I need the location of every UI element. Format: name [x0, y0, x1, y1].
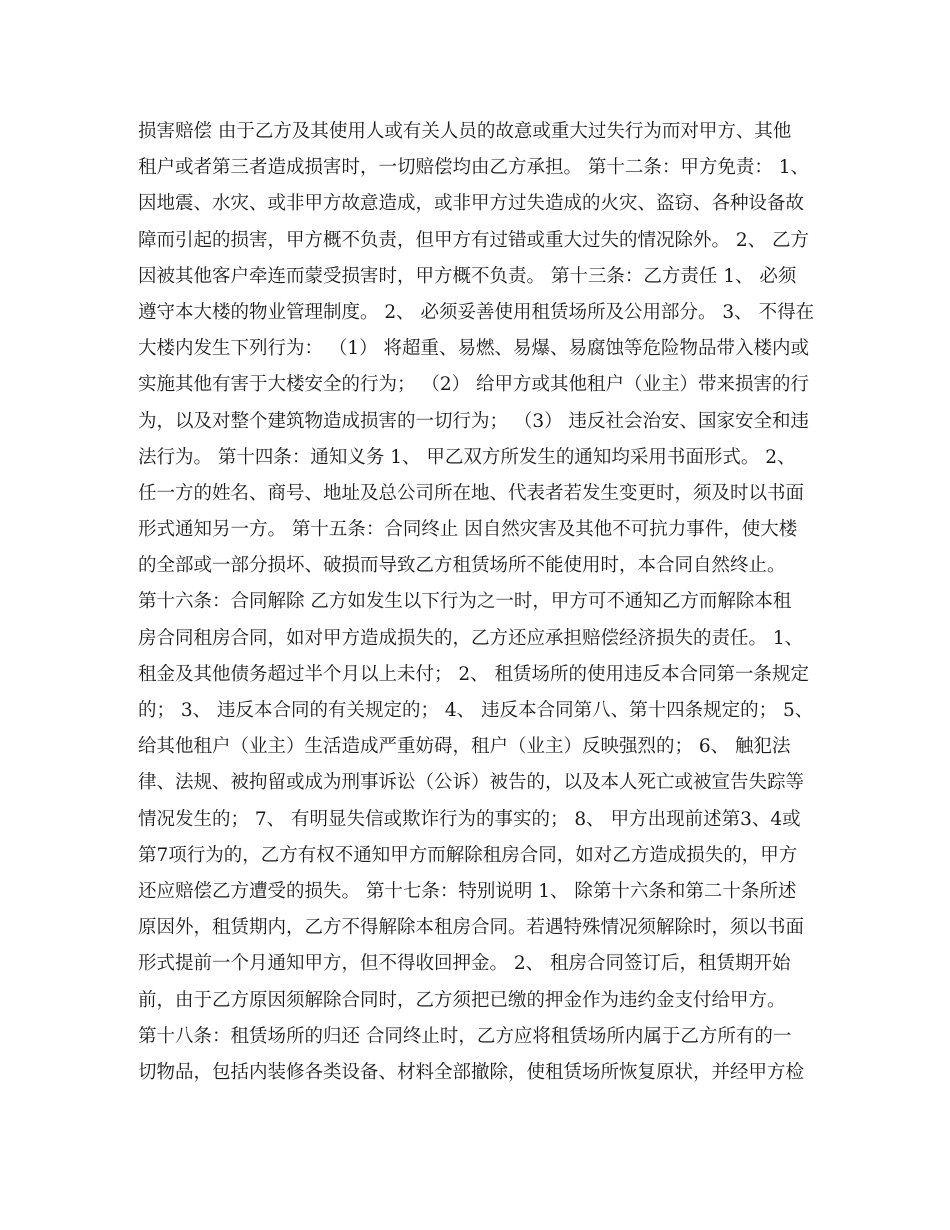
text-line: 大楼内发生下列行为： （1） 将超重、易燃、易爆、易腐蚀等危险物品带入楼内或: [138, 338, 810, 360]
text-line: 第十六条：合同解除 乙方如发生以下行为之一时，甲方可不通知乙方而解除本租: [138, 591, 792, 613]
text-line: 第7项行为的，乙方有权不通知甲方而解除租房合同，如对乙方造成损失的，甲方: [138, 844, 798, 866]
text-line: 遵守本大楼的物业管理制度。 2、 必须妥善使用租赁场所及公用部分。 3、 不得在: [138, 301, 815, 323]
text-line: 形式通知另一方。 第十五条：合同终止 因自然灾害及其他不可抗力事件，使大楼: [138, 519, 798, 541]
text-line: 任一方的姓名、商号、地址及总公司所在地、代表者若发生变更时，须及时以书面: [138, 482, 805, 504]
text-line: 因被其他客户牵连而蒙受损害时，甲方概不负责。 第十三条：乙方责任 1、 必须: [138, 265, 797, 287]
text-line: 给其他租户（业主）生活造成严重妨碍，租户（业主）反映强烈的； 6、 触犯法: [138, 736, 791, 758]
text-line: 形式提前一个月通知甲方，但不得收回押金。 2、 租房合同签订后，租赁期开始: [138, 953, 791, 975]
text-line: 房合同租房合同，如对甲方造成损失的，乙方还应承担赔偿经济损失的责任。 1、: [138, 627, 804, 649]
text-line: 还应赔偿乙方遭受的损失。 第十七条：特别说明 1、 除第十六条和第二十条所述: [138, 880, 797, 902]
text-line: 的全部或一部分损坏、破损而导致乙方租赁场所不能使用时，本合同自然终止。: [138, 555, 786, 577]
text-line: 损害赔偿 由于乙方及其使用人或有关人员的故意或重大过失行为而对甲方、其他: [138, 121, 792, 142]
contract-body-text: [138, 114, 818, 1091]
text-line: 因地震、水灾、或非甲方故意造成，或非甲方过失造成的火灾、盗窃、各种设备故: [138, 193, 805, 215]
text-line: 第十八条：租赁场所的归还 合同终止时，乙方应将租赁场所内属于乙方所有的一: [138, 1025, 792, 1047]
text-line: 法行为。 第十四条：通知义务 1、 甲乙双方所发生的通知均采用书面形式。 2、: [138, 446, 796, 468]
text-line: 租户或者第三者造成损害时，一切赔偿均由乙方承担。 第十二条：甲方免责： 1、: [138, 157, 810, 179]
text-line: 律、法规、被拘留或成为刑事诉讼（公诉）被告的，以及本人死亡或被宣告失踪等: [138, 772, 805, 794]
text-line: 实施其他有害于大楼安全的行为； （2） 给甲方或其他租户（业主）带来损害的行: [138, 374, 810, 396]
text-line: 前，由于乙方原因须解除合同时，乙方须把已缴的押金作为违约金支付给甲方。: [138, 989, 786, 1011]
text-line: 为，以及对整个建筑物造成损害的一切行为； （3） 违反社会治安、国家安全和违: [138, 410, 810, 432]
text-line: 租金及其他债务超过半个月以上未付； 2、 租赁场所的使用违反本合同第一条规定: [138, 663, 810, 685]
text-line: 原因外，租赁期内，乙方不得解除本租房合同。若遇特殊情况须解除时，须以书面: [138, 917, 805, 939]
text-line: 情况发生的； 7、 有明显失信或欺诈行为的事实的； 8、 甲方出现前述第3、4或: [138, 808, 801, 830]
text-line: 障而引起的损害，甲方概不负责，但甲方有过错或重大过失的情况除外。 2、 乙方: [138, 229, 810, 251]
text-line: 切物品，包括内装修各类设备、材料全部撤除，使租赁场所恢复原状，并经甲方检: [138, 1061, 805, 1083]
text-line: 的； 3、 违反本合同的有关规定的； 4、 违反本合同第八、第十四条规定的； 5、: [138, 700, 814, 721]
